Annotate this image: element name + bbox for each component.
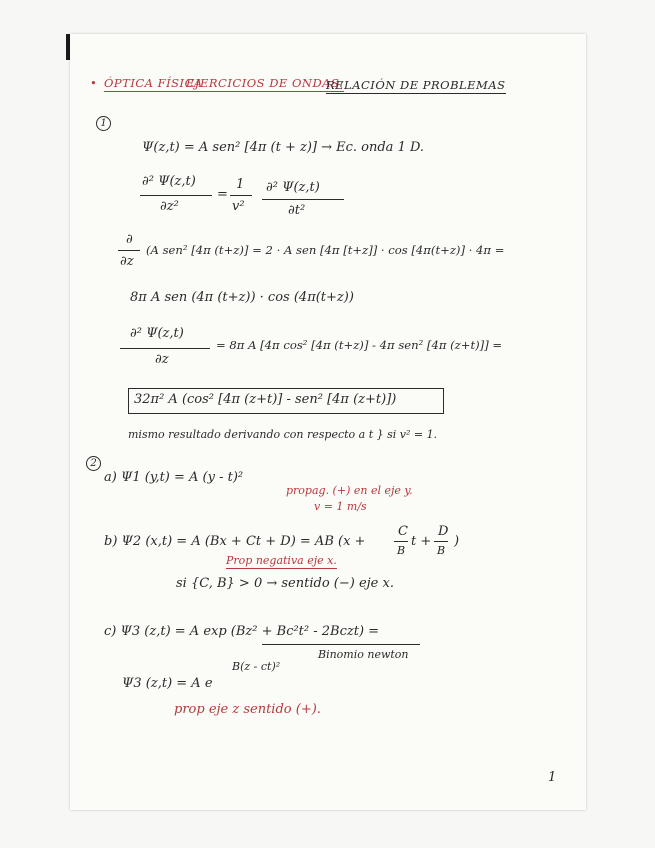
pde-fraction-line-left [140, 195, 212, 196]
derivation-line-1: (A sen² [4π (t+z)] = 2 · A sen [4π [t+z]] · cos [4π(t+z)] · 4π = [146, 243, 505, 257]
header-bullet: • [90, 76, 98, 90]
pde-fraction-line-right [262, 199, 344, 200]
part-b-frac2-den: B [437, 544, 446, 557]
second-deriv-line [120, 348, 210, 349]
pde-equals: = [217, 187, 228, 202]
part-b-equation: b) Ψ2 (x,t) = A (Bx + Ct + D) = AB (x + [104, 534, 366, 549]
pde-den-right: ∂t² [288, 203, 306, 218]
binomial-brace [262, 644, 420, 645]
part-c-result: Ψ3 (z,t) = A e [122, 676, 213, 691]
part-b-frac1-line [394, 541, 408, 542]
part-b-frac2-num: D [438, 524, 449, 539]
header-subtitle: RELACIÓN DE PROBLEMAS [326, 78, 506, 92]
deriv-num: ∂ [126, 232, 133, 247]
derivation-line-1b: 8π A sen (4π (t+z)) · cos (4π(t+z)) [130, 290, 354, 305]
boxed-result: 32π² A (cos² [4π (z+t)] - sen² [4π (z+t)]) [134, 392, 397, 407]
pde-den-left: ∂z² [160, 199, 179, 214]
page-number: 1 [548, 770, 557, 785]
deriv-fraction-line [118, 250, 140, 251]
part-a-note-speed: v = 1 m/s [314, 500, 367, 513]
part-b-condition: si {C, B} > 0 → sentido (−) eje x. [176, 576, 394, 591]
pde-coef-line [230, 195, 252, 196]
pde-coef-num: 1 [236, 177, 245, 192]
pde-coef-den: v² [232, 199, 245, 214]
deriv-den: ∂z [120, 254, 134, 269]
header-topic: EJERCICIOS DE ONDAS: [186, 76, 344, 90]
problem-1-number: 1 [96, 116, 111, 131]
wave-equation: Ψ(z,t) = A sen² [4π (t + z)] → Ec. onda 1 D. [142, 140, 425, 155]
second-deriv-den: ∂z [155, 352, 169, 367]
part-a-equation: a) Ψ1 (y,t) = A (y - t)² [104, 470, 244, 485]
part-a-note-propagation: propag. (+) en el eje y. [286, 484, 413, 497]
part-b-frac1-num: C [398, 524, 408, 539]
part-c-note: prop eje z sentido (+). [174, 702, 321, 717]
part-c-equation: c) Ψ3 (z,t) = A exp (Bz² + Bc²t² - 2Bczt) = [104, 624, 380, 639]
binomial-label: Binomio newton [318, 648, 409, 661]
derivation-line-2: = 8π A [4π cos² [4π (t+z)] - 4π sen² [4π (z+t)]] = [216, 338, 503, 352]
problem-2-number: 2 [86, 456, 101, 471]
part-b-note: Prop negativa eje x. [226, 554, 337, 567]
part-b-frac1-den: B [397, 544, 406, 557]
part-c-exponent: B(z - ct)² [232, 660, 281, 673]
second-deriv-num: ∂² Ψ(z,t) [130, 326, 184, 341]
part-b-t-term: t + [411, 534, 432, 549]
problem-1-note: mismo resultado derivando con respecto a t } si v² = 1. [128, 428, 438, 441]
part-b-close: ) [454, 534, 460, 549]
header-course: ÓPTICA FÍSICA [104, 76, 203, 90]
part-b-frac2-line [434, 541, 448, 542]
pde-num-right: ∂² Ψ(z,t) [266, 180, 320, 195]
pde-num-left: ∂² Ψ(z,t) [142, 174, 196, 189]
